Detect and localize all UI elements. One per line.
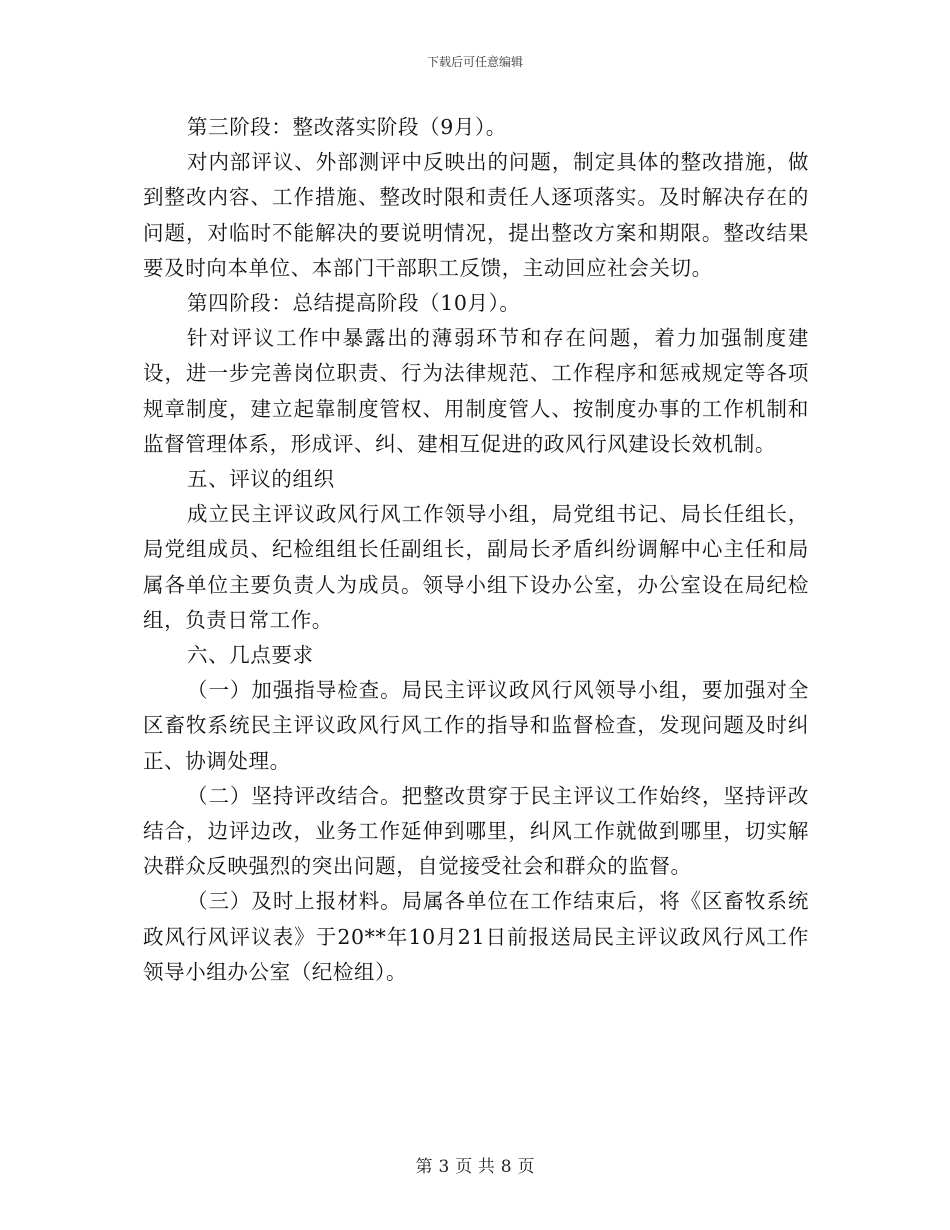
paragraph-requirement-two: （二）坚持评改结合。把整改贯穿于民主评议工作始终，坚持评改结合，边评边改，业务工作延伸到哪里，纠风工作就做到哪里，切实解决群众反映强烈的突出问题，自觉接受社会和群众的监督。 bbox=[143, 783, 809, 879]
paragraph-stage-three-title: 第三阶段：整改落实阶段（9月）。 bbox=[187, 115, 507, 139]
page-header: 下载后可任意编辑 bbox=[426, 55, 523, 69]
paragraph-stage-three-body: 对内部评议、外部测评中反映出的问题，制定具体的整改措施，做到整改内容、工作措施、整改时限和责任人逐项落实。及时解决存在的问题，对临时不能解决的要说明情况，提出整改方案和期限。整改结果要及时向本单位、本部门干部职工反馈，主动回应社会关切。 bbox=[143, 150, 809, 280]
section-heading-organization: 五、评议的组织 bbox=[187, 467, 335, 492]
paragraph-stage-four-body: 针对评议工作中暴露出的薄弱环节和存在问题，着力加强制度建设，进一步完善岗位职责、行为法律规范、工作程序和惩戒规定等各项规章制度，建立起靠制度管权、用制度管人、按制度办事的工作机制和监督管理体系，形成评、纠、建相互促进的政风行风建设长效机制。 bbox=[143, 326, 809, 456]
document-body bbox=[143, 110, 809, 990]
section-heading-requirements: 六、几点要求 bbox=[187, 643, 314, 668]
paragraph-requirement-three: （三）及时上报材料。局属各单位在工作结束后，将《区畜牧系统政风行风评议表》于20**年10月21日前报送局民主评议政风行风工作领导小组办公室（纪检组）。 bbox=[143, 889, 809, 984]
footer-prefix: 第 bbox=[415, 1157, 433, 1177]
page-footer bbox=[0, 1152, 950, 1177]
footer-middle: 页 共 bbox=[455, 1157, 495, 1177]
paragraph-organization-body: 成立民主评议政风行风工作领导小组，局党组书记、局长任组长，局党组成员、纪检组组长任副组长，副局长矛盾纠纷调解中心主任和局属各单位主要负责人为成员。领导小组下设办公室，办公室设在局纪检组，负责日常工作。 bbox=[143, 502, 809, 632]
footer-total-pages: 8 bbox=[500, 1157, 512, 1177]
footer-suffix: 页 bbox=[517, 1157, 535, 1177]
paragraph-stage-four-title: 第四阶段：总结提高阶段（10月）。 bbox=[187, 291, 521, 316]
paragraph-requirement-one: （一）加强指导检查。局民主评议政风行风领导小组，要加强对全区畜牧系统民主评议政风行风工作的指导和监督检查，发现问题及时纠正、协调处理。 bbox=[143, 678, 809, 773]
footer-page-number: 3 bbox=[438, 1157, 450, 1177]
